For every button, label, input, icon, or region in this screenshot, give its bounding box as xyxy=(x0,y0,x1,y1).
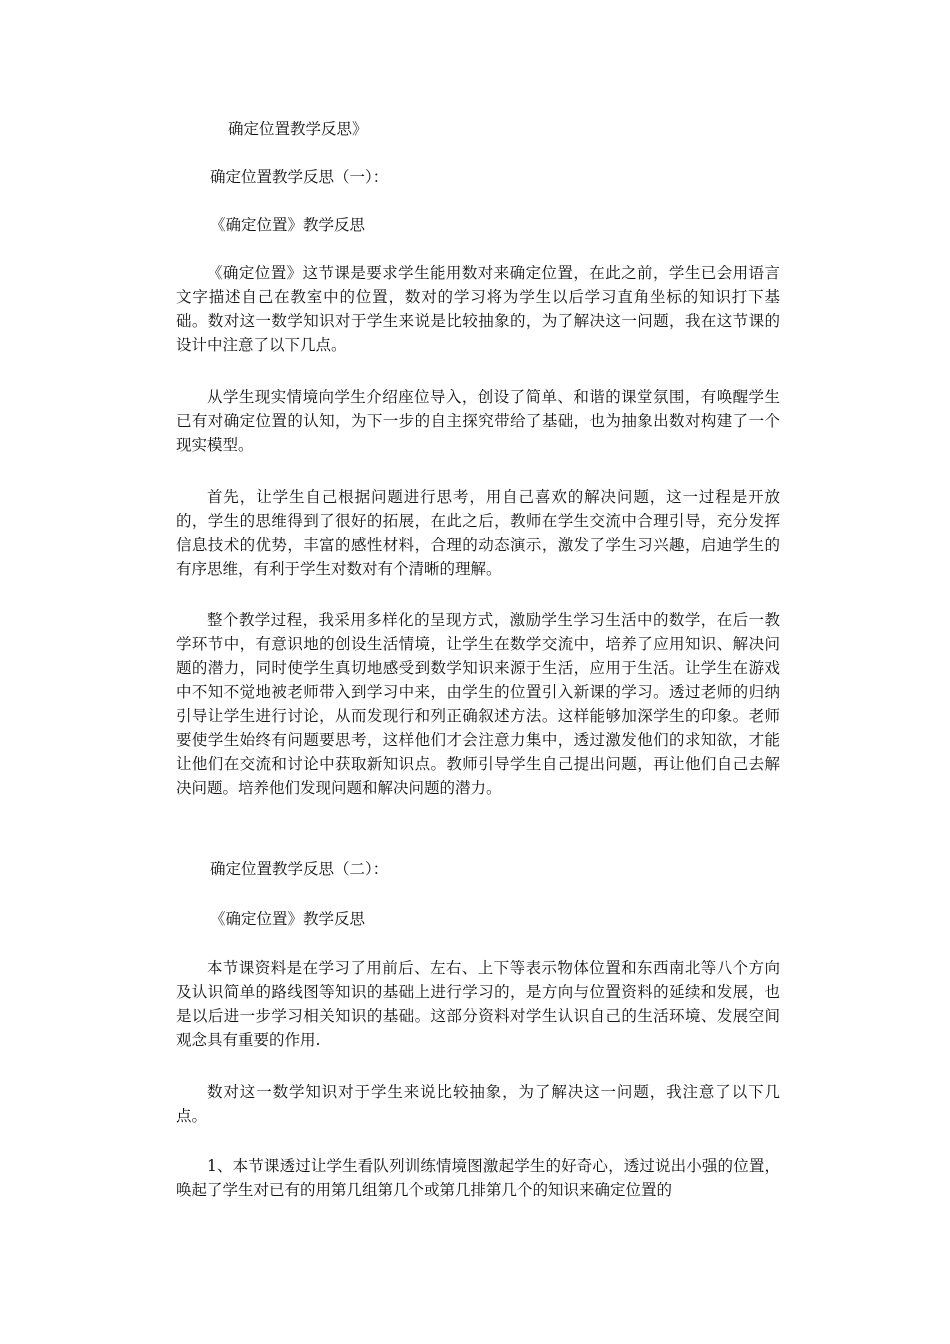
paragraph-5: 本节课资料是在学习了用前后、左右、上下等表示物体位置和东西南北等八个方向及认识简单的路线图等知识的基础上进行学习的，是方向与位置资料的延续和发展，也是以后进一步学习相关知识的基础。这部分资料对学生认识自己的生活环境、发展空间观念具有重要的作用. xyxy=(176,959,780,1049)
paragraph-1: 《确定位置》这节课是要求学生能用数对来确定位置，在此之前，学生已会用语言文字描述自己在教室中的位置，数对的学习将为学生以后学习直角坐标的知识打下基础。数对这一数学知识对于学生来说是比较抽象的，为了解决这一问题，我在这节课的设计中注意了以下几点。 xyxy=(176,264,780,354)
paragraph-2: 从学生现实情境向学生介绍座位导入，创设了简单、和谐的课堂氛围，有唤醒学生已有对确定位置的认知，为下一步的自主探究带给了基础，也为抽象出数对构建了一个现实模型。 xyxy=(176,388,780,454)
paragraph-4: 整个教学过程，我采用多样化的呈现方式，激励学生学习生活中的数学，在后一教学环节中，有意识地的创设生活情境，让学生在数学交流中，培养了应用知识、解决问题的潜力，同时使学生真切地感受到数学知识来源于生活，应用于生活。让学生在游戏中不知不觉地被老师带入到学习中来，由学生的位置引入新课的学习。透过老师的归纳引导让学生进行讨论，从而发现行和列正确叙述方法。这样能够加深学生的印象。老师要使学生始终有问题要思考，这样他们才会注意力集中，透过激发他们的求知欲，才能让他们在交流和讨论中获取新知识点。教师引导学生自己提出问题，再让他们自己去解决问题。培养他们发现问题和解决问题的潜力。 xyxy=(176,611,780,797)
section-subtitle-1: 《确定位置》教学反思 xyxy=(210,216,366,234)
paragraph-6: 数对这一数学知识对于学生来说比较抽象，为了解决这一问题，我注意了以下几点。 xyxy=(176,1083,780,1125)
paragraph-3: 首先，让学生自己根据问题进行思考，用自己喜欢的解决问题，这一过程是开放的，学生的思维得到了很好的拓展，在此之后，教师在学生交流中合理引导，充分发挥信息技术的优势，丰富的感性材料，合理的动态演示，激发了学生习兴趣，启迪学生的有序思维，有利于学生对数对有个清晰的理解。 xyxy=(176,488,780,578)
document-title: 确定位置教学反思》 xyxy=(228,120,368,138)
section-heading-2: 确定位置教学反思（二）： xyxy=(210,860,389,878)
paragraph-7: 1、本节课透过让学生看队列训练情境图激起学生的好奇心，透过说出小强的位置，唤起了学生对已有的用第几组第几个或第几排第几个的知识来确定位置的 xyxy=(176,1157,780,1199)
section-subtitle-2: 《确定位置》教学反思 xyxy=(210,910,366,928)
section-heading-1: 确定位置教学反思（一）： xyxy=(210,168,389,186)
